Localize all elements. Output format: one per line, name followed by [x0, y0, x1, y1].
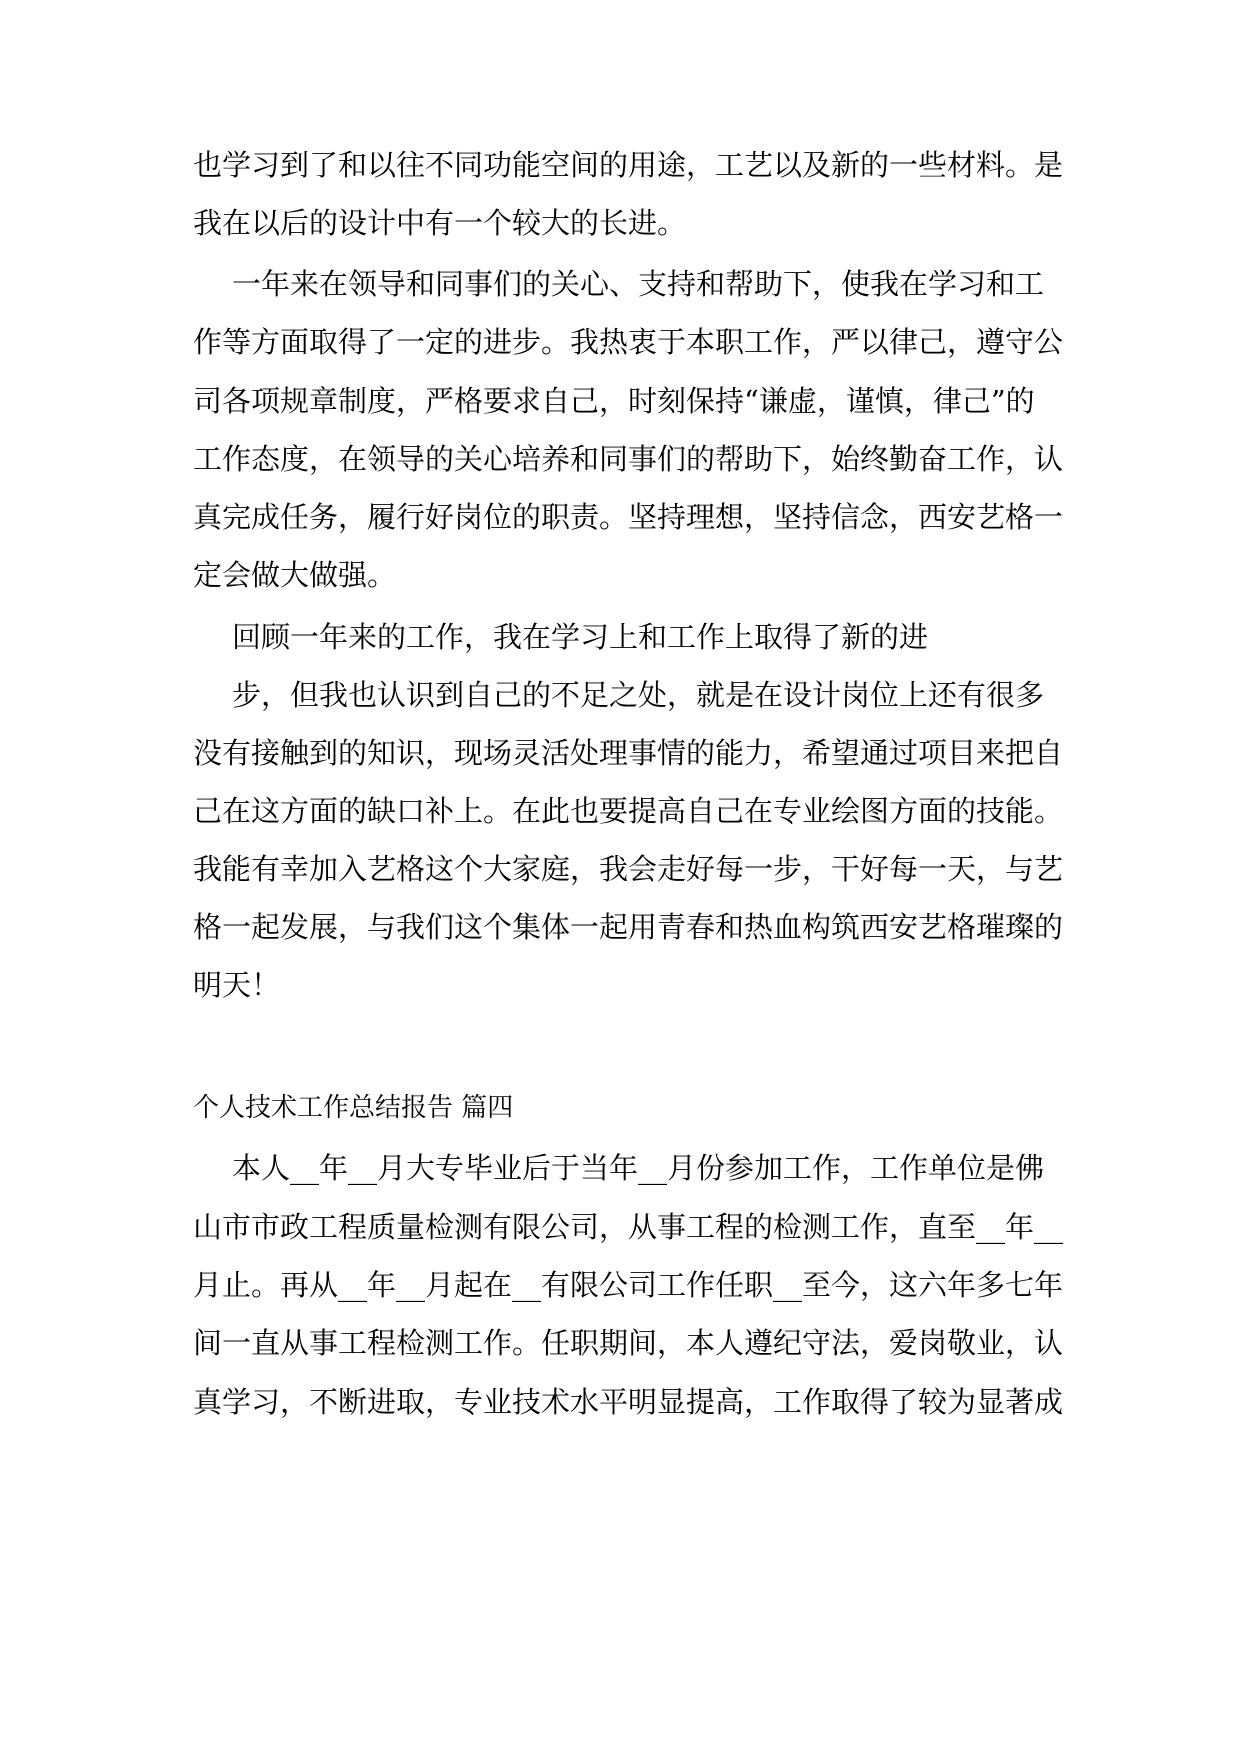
text-line: 间一直从事工程检测工作。任职期间，本人遵纪守法，爱岗敬业，认	[193, 1326, 1064, 1360]
text-line: 一年来在领导和同事们的关心、支持和帮助下，使我在学习和工	[232, 267, 1045, 301]
section-heading: 个人技术工作总结报告 篇四	[193, 1093, 514, 1123]
text-line: 本人__年__月大专毕业后于当年__月份参加工作，工作单位是佛	[232, 1151, 1045, 1185]
text-line: 我能有幸加入艺格这个大家庭，我会走好每一步，干好每一天，与艺	[193, 852, 1064, 886]
text-line: 真学习，不断进取，专业技术水平明显提高，工作取得了较为显著成	[193, 1385, 1064, 1419]
text-line: 作等方面取得了一定的进步。我热衷于本职工作，严以律己，遵守公	[193, 325, 1064, 359]
text-line: 山市市政工程质量检测有限公司，从事工程的检测工作，直至__年__	[193, 1210, 1064, 1244]
text-line: 月止。再从__年__月起在__有限公司工作任职__至今，这六年多七年	[193, 1268, 1064, 1302]
text-line: 格一起发展，与我们这个集体一起用青春和热血构筑西安艺格璀璨的	[193, 910, 1064, 944]
text-line: 也学习到了和以往不同功能空间的用途，工艺以及新的一些材料。是	[193, 148, 1064, 182]
text-line: 工作态度，在领导的关心培养和同事们的帮助下，始终勤奋工作，认	[193, 442, 1064, 476]
text-line: 我在以后的设计中有一个较大的长进。	[193, 206, 687, 240]
text-line: 定会做大做强。	[193, 558, 397, 592]
text-line: 己在这方面的缺口补上。在此也要提高自己在专业绘图方面的技能。	[193, 794, 1064, 828]
text-line: 真完成任务，履行好岗位的职责。坚持理想，坚持信念，西安艺格一	[193, 500, 1064, 534]
text-line: 明天！	[193, 968, 281, 1002]
text-line: 步，但我也认识到自己的不足之处，就是在设计岗位上还有很多	[232, 678, 1045, 712]
text-line: 司各项规章制度，严格要求自己，时刻保持“谦虚，谨慎，律己”的	[193, 384, 1035, 418]
text-line: 没有接触到的知识，现场灵活处理事情的能力，希望通过项目来把自	[193, 736, 1064, 770]
text-line: 回顾一年来的工作，我在学习上和工作上取得了新的进	[232, 620, 929, 654]
